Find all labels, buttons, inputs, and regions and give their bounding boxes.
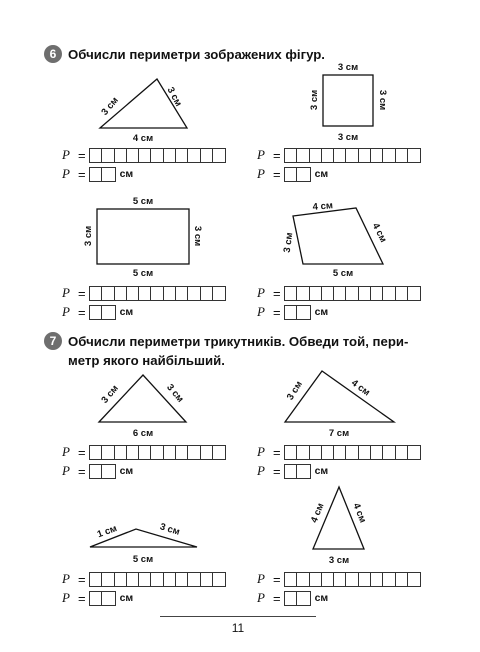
expression-cells[interactable] bbox=[284, 286, 421, 301]
perimeter-label: P bbox=[62, 304, 70, 319]
answer-cell[interactable] bbox=[90, 465, 102, 478]
perimeter-result-row-5 bbox=[62, 463, 133, 479]
answer-cell[interactable] bbox=[213, 287, 225, 300]
answer-cell[interactable] bbox=[151, 573, 163, 586]
answer-cell[interactable] bbox=[164, 287, 176, 300]
answer-cell[interactable] bbox=[396, 573, 408, 586]
answer-cell[interactable] bbox=[102, 306, 114, 319]
answer-cell[interactable] bbox=[396, 287, 408, 300]
equals-sign: = bbox=[78, 571, 86, 587]
perimeter-label: P bbox=[257, 444, 265, 459]
equals-sign: = bbox=[78, 166, 86, 182]
answer-cell[interactable] bbox=[359, 573, 371, 586]
answer-cell[interactable] bbox=[90, 446, 102, 459]
expression-cells[interactable] bbox=[284, 445, 421, 460]
perimeter-result-row-8 bbox=[257, 590, 328, 606]
answer-cell[interactable] bbox=[176, 573, 188, 586]
figure-1-base: 4 см bbox=[132, 133, 154, 144]
perimeter-result-row-1 bbox=[62, 166, 133, 182]
answer-cell[interactable] bbox=[176, 287, 188, 300]
unit-label: см bbox=[314, 306, 329, 318]
answer-cell[interactable] bbox=[188, 573, 200, 586]
perimeter-label: P bbox=[257, 147, 265, 162]
figure-2-top: 3 см bbox=[337, 62, 359, 73]
answer-cell[interactable] bbox=[371, 149, 383, 162]
answer-cell[interactable] bbox=[102, 287, 114, 300]
answer-cell[interactable] bbox=[285, 168, 297, 181]
answer-cell[interactable] bbox=[188, 287, 200, 300]
equals-sign: = bbox=[273, 571, 281, 587]
figure-5-side-a: 3 см bbox=[99, 383, 121, 406]
figure-3-left: 3 см bbox=[83, 225, 94, 247]
unit-label: см bbox=[119, 592, 134, 604]
task-6-number: 6 bbox=[44, 45, 62, 63]
answer-cell[interactable] bbox=[201, 446, 213, 459]
answer-cell[interactable] bbox=[310, 573, 322, 586]
figure-7-side-b: 3 см bbox=[158, 521, 182, 538]
perimeter-label: P bbox=[62, 463, 70, 478]
result-cells[interactable] bbox=[284, 591, 311, 606]
answer-cell[interactable] bbox=[346, 446, 358, 459]
result-cells[interactable] bbox=[89, 305, 116, 320]
answer-cell[interactable] bbox=[115, 149, 127, 162]
equals-sign: = bbox=[273, 304, 281, 320]
answer-cell[interactable] bbox=[176, 446, 188, 459]
answer-cell[interactable] bbox=[297, 446, 309, 459]
figure-5-side-b: 3 см bbox=[164, 382, 186, 405]
answer-cell[interactable] bbox=[285, 149, 297, 162]
answer-cell[interactable] bbox=[346, 573, 358, 586]
equals-sign: = bbox=[78, 304, 86, 320]
answer-cell[interactable] bbox=[127, 287, 139, 300]
answer-cell[interactable] bbox=[322, 149, 334, 162]
figure-6-base: 7 см bbox=[328, 428, 350, 439]
answer-cell[interactable] bbox=[102, 592, 114, 605]
perimeter-result-row-6 bbox=[257, 463, 328, 479]
unit-label: см bbox=[314, 168, 329, 180]
equals-sign: = bbox=[78, 285, 86, 301]
perimeter-expression-row-7 bbox=[62, 571, 226, 587]
answer-cell[interactable] bbox=[188, 149, 200, 162]
answer-cell[interactable] bbox=[127, 573, 139, 586]
answer-cell[interactable] bbox=[139, 149, 151, 162]
perimeter-result-row-7 bbox=[62, 590, 133, 606]
answer-cell[interactable] bbox=[90, 592, 102, 605]
answer-cell[interactable] bbox=[102, 168, 114, 181]
answer-cell[interactable] bbox=[201, 287, 213, 300]
result-cells[interactable] bbox=[284, 464, 311, 479]
result-cells[interactable] bbox=[89, 167, 116, 182]
answer-cell[interactable] bbox=[102, 573, 114, 586]
equals-sign: = bbox=[273, 147, 281, 163]
unit-label: см bbox=[119, 306, 134, 318]
answer-cell[interactable] bbox=[139, 446, 151, 459]
answer-cell[interactable] bbox=[383, 446, 395, 459]
answer-cell[interactable] bbox=[371, 573, 383, 586]
expression-cells[interactable] bbox=[89, 148, 226, 163]
answer-cell[interactable] bbox=[115, 573, 127, 586]
perimeter-expression-row-3 bbox=[62, 285, 226, 301]
footer-divider bbox=[160, 616, 316, 617]
answer-cell[interactable] bbox=[383, 287, 395, 300]
unit-label: см bbox=[119, 168, 134, 180]
answer-cell[interactable] bbox=[90, 168, 102, 181]
equals-sign: = bbox=[273, 590, 281, 606]
figure-1-side-a: 3 см bbox=[99, 95, 121, 118]
answer-cell[interactable] bbox=[396, 446, 408, 459]
perimeter-label: P bbox=[62, 444, 70, 459]
figure-8-side-b: 4 см bbox=[350, 501, 369, 525]
figure-3-top: 5 см bbox=[132, 196, 154, 207]
answer-cell[interactable] bbox=[310, 287, 322, 300]
answer-cell[interactable] bbox=[346, 287, 358, 300]
figure-8-side-a: 4 см bbox=[308, 501, 327, 525]
equals-sign: = bbox=[78, 147, 86, 163]
figure-7-base: 5 см bbox=[132, 554, 154, 565]
task-7-instruction: Обчисли периметри трикутників. Обведи той, пери- bbox=[68, 334, 409, 349]
answer-cell[interactable] bbox=[383, 149, 395, 162]
perimeter-label: P bbox=[62, 147, 70, 162]
perimeter-label: P bbox=[62, 285, 70, 300]
unit-label: см bbox=[314, 465, 329, 477]
answer-cell[interactable] bbox=[310, 446, 322, 459]
answer-cell[interactable] bbox=[322, 573, 334, 586]
expression-cells[interactable] bbox=[89, 286, 226, 301]
answer-cell[interactable] bbox=[396, 149, 408, 162]
expression-cells[interactable] bbox=[284, 572, 421, 587]
perimeter-label: P bbox=[257, 463, 265, 478]
perimeter-label: P bbox=[62, 166, 70, 181]
answer-cell[interactable] bbox=[90, 573, 102, 586]
answer-cell[interactable] bbox=[359, 287, 371, 300]
answer-cell[interactable] bbox=[359, 149, 371, 162]
answer-cell[interactable] bbox=[297, 149, 309, 162]
perimeter-expression-row-2 bbox=[257, 147, 421, 163]
answer-cell[interactable] bbox=[285, 446, 297, 459]
figure-5-base: 6 см bbox=[132, 428, 154, 439]
answer-cell[interactable] bbox=[90, 287, 102, 300]
answer-cell[interactable] bbox=[139, 287, 151, 300]
figure-2-left: 3 см bbox=[309, 89, 320, 111]
result-cells[interactable] bbox=[89, 591, 116, 606]
equals-sign: = bbox=[78, 463, 86, 479]
perimeter-result-row-4 bbox=[257, 304, 328, 320]
answer-cell[interactable] bbox=[201, 573, 213, 586]
answer-cell[interactable] bbox=[164, 446, 176, 459]
answer-cell[interactable] bbox=[90, 149, 102, 162]
answer-cell[interactable] bbox=[285, 573, 297, 586]
answer-cell[interactable] bbox=[151, 446, 163, 459]
answer-cell[interactable] bbox=[164, 149, 176, 162]
perimeter-label: P bbox=[257, 571, 265, 586]
perimeter-expression-row-8 bbox=[257, 571, 421, 587]
answer-cell[interactable] bbox=[297, 592, 309, 605]
equals-sign: = bbox=[78, 590, 86, 606]
answer-cell[interactable] bbox=[90, 306, 102, 319]
perimeter-label: P bbox=[257, 304, 265, 319]
figure-6-side-b: 4 см bbox=[349, 377, 372, 399]
perimeter-result-row-2 bbox=[257, 166, 328, 182]
perimeter-label: P bbox=[62, 571, 70, 586]
answer-cell[interactable] bbox=[213, 573, 225, 586]
unit-label: см bbox=[314, 592, 329, 604]
equals-sign: = bbox=[273, 285, 281, 301]
answer-cell[interactable] bbox=[310, 149, 322, 162]
figure-3-bottom: 5 см bbox=[132, 268, 154, 279]
answer-cell[interactable] bbox=[102, 465, 114, 478]
figure-7-side-a: 1 см bbox=[95, 523, 119, 541]
answer-cell[interactable] bbox=[322, 287, 334, 300]
perimeter-expression-row-5 bbox=[62, 444, 226, 460]
perimeter-label: P bbox=[257, 590, 265, 605]
answer-cell[interactable] bbox=[127, 446, 139, 459]
perimeter-label: P bbox=[257, 166, 265, 181]
answer-cell[interactable] bbox=[151, 287, 163, 300]
answer-cell[interactable] bbox=[127, 149, 139, 162]
answer-cell[interactable] bbox=[334, 573, 346, 586]
answer-cell[interactable] bbox=[297, 306, 309, 319]
perimeter-result-row-3 bbox=[62, 304, 133, 320]
answer-cell[interactable] bbox=[408, 149, 420, 162]
equals-sign: = bbox=[273, 444, 281, 460]
figure-2-bottom: 3 см bbox=[337, 132, 359, 143]
perimeter-expression-row-4 bbox=[257, 285, 421, 301]
answer-cell[interactable] bbox=[102, 446, 114, 459]
result-cells[interactable] bbox=[89, 464, 116, 479]
answer-cell[interactable] bbox=[408, 573, 420, 586]
answer-cell[interactable] bbox=[408, 446, 420, 459]
answer-cell[interactable] bbox=[383, 573, 395, 586]
answer-cell[interactable] bbox=[297, 287, 309, 300]
figure-4-top: 4 см bbox=[312, 200, 334, 213]
answer-cell[interactable] bbox=[115, 446, 127, 459]
task-7-number: 7 bbox=[44, 332, 62, 350]
answer-cell[interactable] bbox=[371, 287, 383, 300]
figure-8-base: 3 см bbox=[328, 555, 350, 566]
answer-cell[interactable] bbox=[334, 287, 346, 300]
expression-cells[interactable] bbox=[89, 572, 226, 587]
answer-cell[interactable] bbox=[285, 306, 297, 319]
answer-cell[interactable] bbox=[102, 149, 114, 162]
answer-cell[interactable] bbox=[297, 465, 309, 478]
equals-sign: = bbox=[78, 444, 86, 460]
answer-cell[interactable] bbox=[322, 446, 334, 459]
answer-cell[interactable] bbox=[297, 168, 309, 181]
answer-cell[interactable] bbox=[188, 446, 200, 459]
answer-cell[interactable] bbox=[164, 573, 176, 586]
answer-cell[interactable] bbox=[359, 446, 371, 459]
result-cells[interactable] bbox=[284, 167, 311, 182]
figure-4-left: 3 см bbox=[281, 231, 296, 254]
answer-cell[interactable] bbox=[139, 573, 151, 586]
answer-cell[interactable] bbox=[285, 287, 297, 300]
answer-cell[interactable] bbox=[176, 149, 188, 162]
answer-cell[interactable] bbox=[285, 592, 297, 605]
task-6-instruction: Обчисли периметри зображених фігур. bbox=[68, 47, 325, 62]
page-number: 11 bbox=[231, 621, 245, 635]
figure-2-right: 3 см bbox=[377, 89, 388, 111]
figure-1-side-b: 3 см bbox=[164, 85, 184, 109]
answer-cell[interactable] bbox=[408, 287, 420, 300]
answer-cell[interactable] bbox=[213, 149, 225, 162]
answer-cell[interactable] bbox=[334, 446, 346, 459]
figure-4-right: 4 см bbox=[369, 221, 389, 245]
equals-sign: = bbox=[273, 463, 281, 479]
figure-6-side-a: 3 см bbox=[284, 379, 305, 403]
task-7-instruction-line2: метр якого найбільший. bbox=[68, 353, 225, 368]
answer-cell[interactable] bbox=[151, 149, 163, 162]
answer-cell[interactable] bbox=[115, 287, 127, 300]
figure-3-right: 3 см bbox=[192, 225, 203, 247]
expression-cells[interactable] bbox=[89, 445, 226, 460]
answer-cell[interactable] bbox=[334, 149, 346, 162]
expression-cells[interactable] bbox=[284, 148, 421, 163]
answer-cell[interactable] bbox=[285, 465, 297, 478]
perimeter-expression-row-6 bbox=[257, 444, 421, 460]
equals-sign: = bbox=[273, 166, 281, 182]
figure-4-bottom: 5 см bbox=[332, 268, 354, 279]
answer-cell[interactable] bbox=[371, 446, 383, 459]
perimeter-expression-row-1 bbox=[62, 147, 226, 163]
unit-label: см bbox=[119, 465, 134, 477]
answer-cell[interactable] bbox=[297, 573, 309, 586]
answer-cell[interactable] bbox=[346, 149, 358, 162]
answer-cell[interactable] bbox=[201, 149, 213, 162]
result-cells[interactable] bbox=[284, 305, 311, 320]
perimeter-label: P bbox=[62, 590, 70, 605]
perimeter-label: P bbox=[257, 285, 265, 300]
answer-cell[interactable] bbox=[213, 446, 225, 459]
